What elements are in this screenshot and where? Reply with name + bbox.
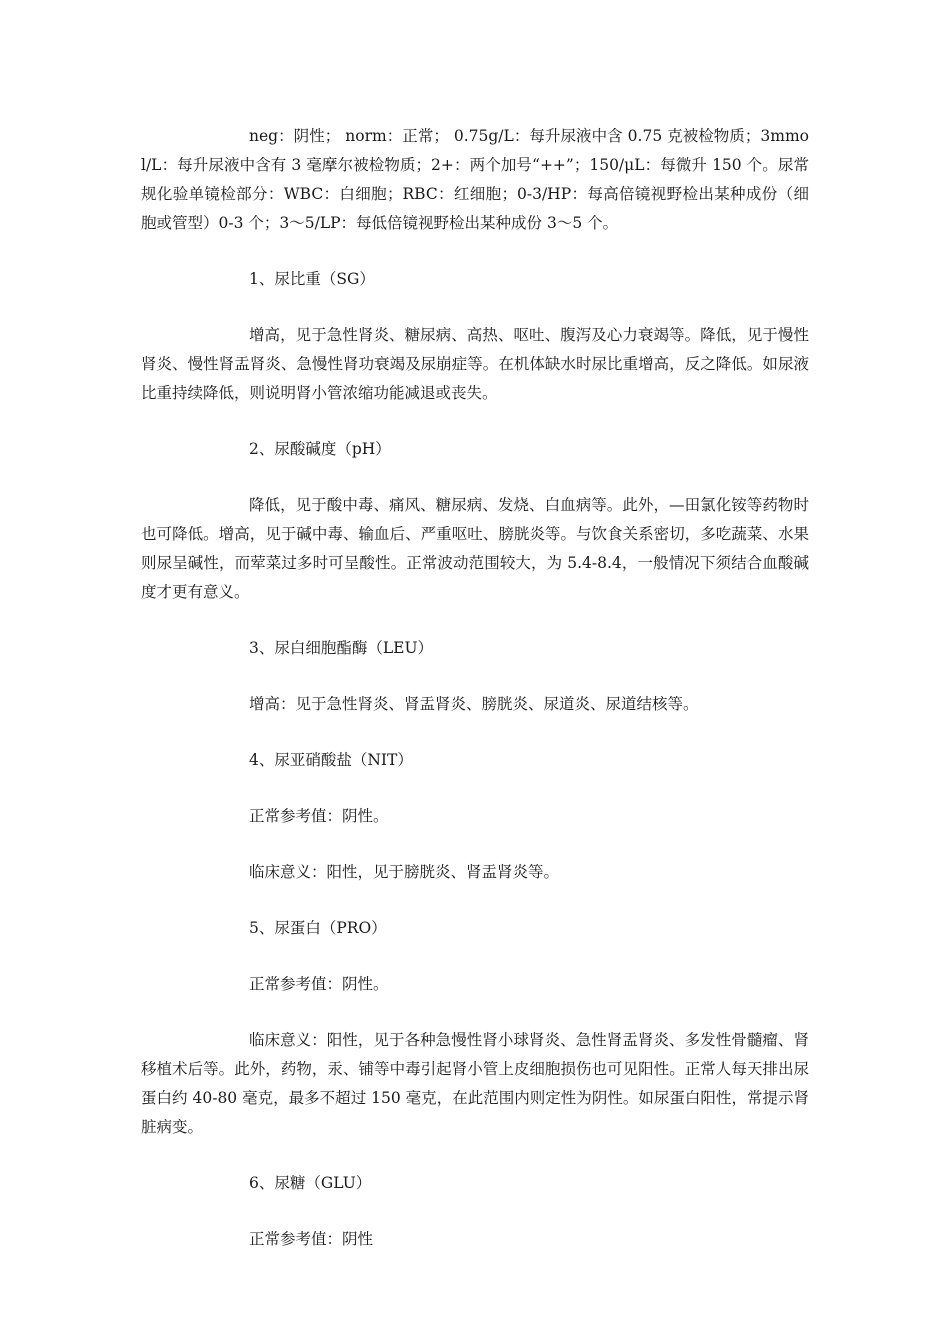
section-heading-sg: 1、尿比重（SG） — [249, 270, 375, 288]
section-paragraph-leu: 增高：见于急性肾炎、肾盂肾炎、膀胱炎、尿道炎、尿道结核等。 — [249, 695, 699, 713]
document-page — [141, 122, 809, 1254]
section-paragraph-nit-reference: 正常参考值：阴性。 — [249, 807, 389, 825]
section-paragraph-nit-clinical: 临床意义：阳性，见于膀胱炎、肾盂肾炎等。 — [249, 863, 560, 881]
section-heading-ph: 2、尿酸碱度（pH） — [249, 440, 391, 458]
section-heading-glu: 6、尿糖（GLU） — [249, 1174, 372, 1192]
intro-paragraph: neg：阴性； norm：正常； 0.75g/L：每升尿液中含 0.75 克被检物质；3mmol/L：每升尿液中含有 3 毫摩尔被检物质；2+：两个加号“++”；150/μL：每微升 150 个。尿常规化验单镜检部分：WBC：白细胞；RBC：红细胞；0-3/HP：每高倍镜视野检出某种成份（细胞或管型）0-3 个；3～5/LP：每低倍镜视野检出某种成份 3～5 个。 — [141, 127, 809, 232]
section-heading-pro: 5、尿蛋白（PRO） — [249, 919, 387, 937]
section-paragraph-ph: 降低，见于酸中毒、痛风、糖尿病、发烧、白血病等。此外，—田氯化铵等药物时也可降低。增高，见于碱中毒、输血后、严重呕吐、膀胱炎等。与饮食关系密切，多吃蔬菜、水果则尿呈碱性，而荤菜过多时可呈酸性。正常波动范围较大，为 5.4-8.4，一般情况下须结合血酸碱度才更有意义。 — [141, 496, 809, 601]
section-paragraph-sg: 增高，见于急性肾炎、糖尿病、高热、呕吐、腹泻及心力衰竭等。降低，见于慢性肾炎、慢性肾盂肾炎、急慢性肾功衰竭及尿崩症等。在机体缺水时尿比重增高，反之降低。如尿液比重持续降低，则说明肾小管浓缩功能减退或丧失。 — [141, 326, 809, 402]
section-paragraph-glu-reference: 正常参考值：阴性 — [249, 1230, 374, 1248]
section-paragraph-pro-clinical: 临床意义：阳性，见于各种急慢性肾小球肾炎、急性肾盂肾炎、多发性骨髓瘤、肾移植术后等。此外，药物，汞、铺等中毒引起肾小管上皮细胞损伤也可见阳性。正常人每天排出尿蛋白约 40-80 毫克，最多不超过 150 毫克，在此范围内则定性为阴性。如尿蛋白阳性，常提示肾脏病变。 — [141, 1031, 809, 1136]
section-paragraph-pro-reference: 正常参考值：阴性。 — [249, 975, 389, 993]
section-heading-leu: 3、尿白细胞酯酶（LEU） — [249, 639, 434, 657]
section-heading-nit: 4、尿亚硝酸盐（NIT） — [249, 751, 413, 769]
